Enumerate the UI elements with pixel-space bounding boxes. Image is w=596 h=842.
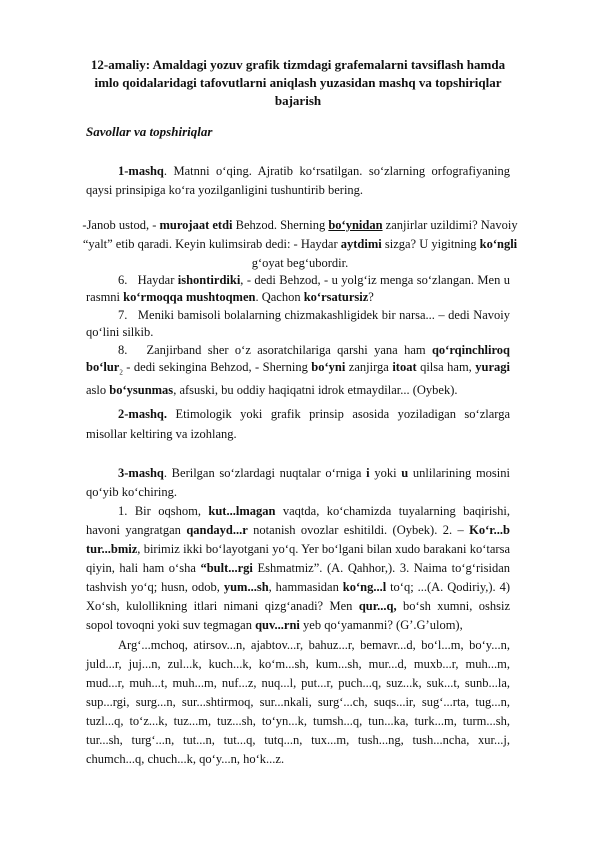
exercise-3-task: 3-mashq. Berilgan so‘zlardagi nuqtalar o‘rniga i yoki u unlilarining mosini qo‘yib ko‘chiring. [86,466,510,499]
exercise-1-passage-7: 7. Meniki bamisoli bolalarning chizmakashligidek bir narsa... – dedi Navoiy qo‘lini silkib. [86,308,510,339]
exercise-2-number: 2-mashq. [118,407,167,421]
section-heading: Savollar va topshiriqlar [86,124,213,139]
exercise-1-passage-6: 6. Haydar ishontirdiki, - dedi Behzod, - u yolg‘iz menga so‘zlangan. Men u rasmni ko‘rmoqqa mushtoqmen. Qachon ko‘rsatursiz? [86,273,510,304]
exercise-1-number: 1-mashq [118,164,164,178]
exercise-3-passage: 1. Bir oqshom, kut...lmagan vaqtda, ko‘chamizda tuyalarning baqirishi, havoni yangratgan qandayd...r notanish ovozlar eshitildi. (Oybek). 2. – Ko‘r...b tur...bmiz, birimiz ikki bo‘layotgani yo‘q. Yer bo‘lgani bilan xudo barakani ko‘tarsa qiyin, hali ham o‘sha “bult...rgi Eshmatmiz”. (A. Qahhor,). 3. Naima to‘g‘risidan tashvish yo‘q; husn, odob, yum...sh, hammasidan ko‘ng...l to‘q; ...(A. Qodiriy,). 4) Xo‘sh, kulollikning itlari nimani qizg‘anadi? Men qur...q, bo‘sh xumni, oshsiz sopol tovoqni yoki suv tegmagan quv...rni yeb qo‘yamanmi? (G’.G’ulom), [86,504,511,632]
exercise-3-number: 3-mashq [118,466,164,480]
exercise-1-passage-1: -Janob ustod, - murojaat etdi Behzod. Sherning bo‘ynidan zanjirlar uzildimi? Navoiy “yalt” etib qaradi. Keyin kulimsirab dedi: - Haydar aytdimi sizga? U yigitning ko‘ngli g‘oyat beg‘ubordir. [82,218,518,270]
exercise-1-text: . Matnni o‘qing. Ajratib ko‘rsatilgan. so‘zlarning orfografiyaning qaysi prinsipiga ko‘ra yozilganligini tushuntirib bering. [86,164,510,197]
page-title: 12-amaliy: Amaldagi yozuv grafik tizmdagi grafemalarni tavsiflash hamda imlo qoidalaridagi tafovutlarni aniqlash yuzasidan mashq va topshiriqlar bajarish [90,57,506,108]
exercise-1-passage-8: 8. Zanjirband sher o‘z asoratchilariga qarshi yana ham qo‘rqinchliroq bo‘lur$_2$ - dedi sekingina Behzod, - Sherning bo‘yni zanjirga itoat qilsa ham, yuragi aslo bo‘ysunmas, afsuski, bu oddiy haqiqatni idrok etmaydilar... (Oybek). [86,343,511,397]
exercise-3-word-list: Arg‘...mchoq, atirsov...n, ajabtov...r, bahuz...r, bemavr...d, bo‘l...m, bo‘y...n, juld...r, juj...n, zul...k, kuch...k, ko‘m...sh, kum...sh, mur...d, muxb...r, muh...m, mud...r, muh...t, muh...m, nuf...z, nuq...l, put...r, puch...q, suz...k, suk...t, sunb...la, sup...rgi, surg...n, sur...shtirmoq, sur...nkali, surg‘...ch, suqs...ir, sug‘...rta, tug...n, tuzl...q, to‘z...k, tuz...m, tuz...sh, to‘yn...k, tumsh...q, tun...ka, turk...m, turm...sh, tur...sh, turg‘...n, tut...n, tut...q, tutq...n, tux...m, tush...ng, tush...ncha, xur...j, chumch...q, chuch...k, qo‘y...n, ho‘k...z. [86,638,510,766]
exercise-2-task: 2-mashq. Etimologik yoki grafik prinsip asosida yoziladigan so‘zlarga misollar keltiring va izohlang. [86,407,510,441]
exercise-1-task [86,162,510,200]
